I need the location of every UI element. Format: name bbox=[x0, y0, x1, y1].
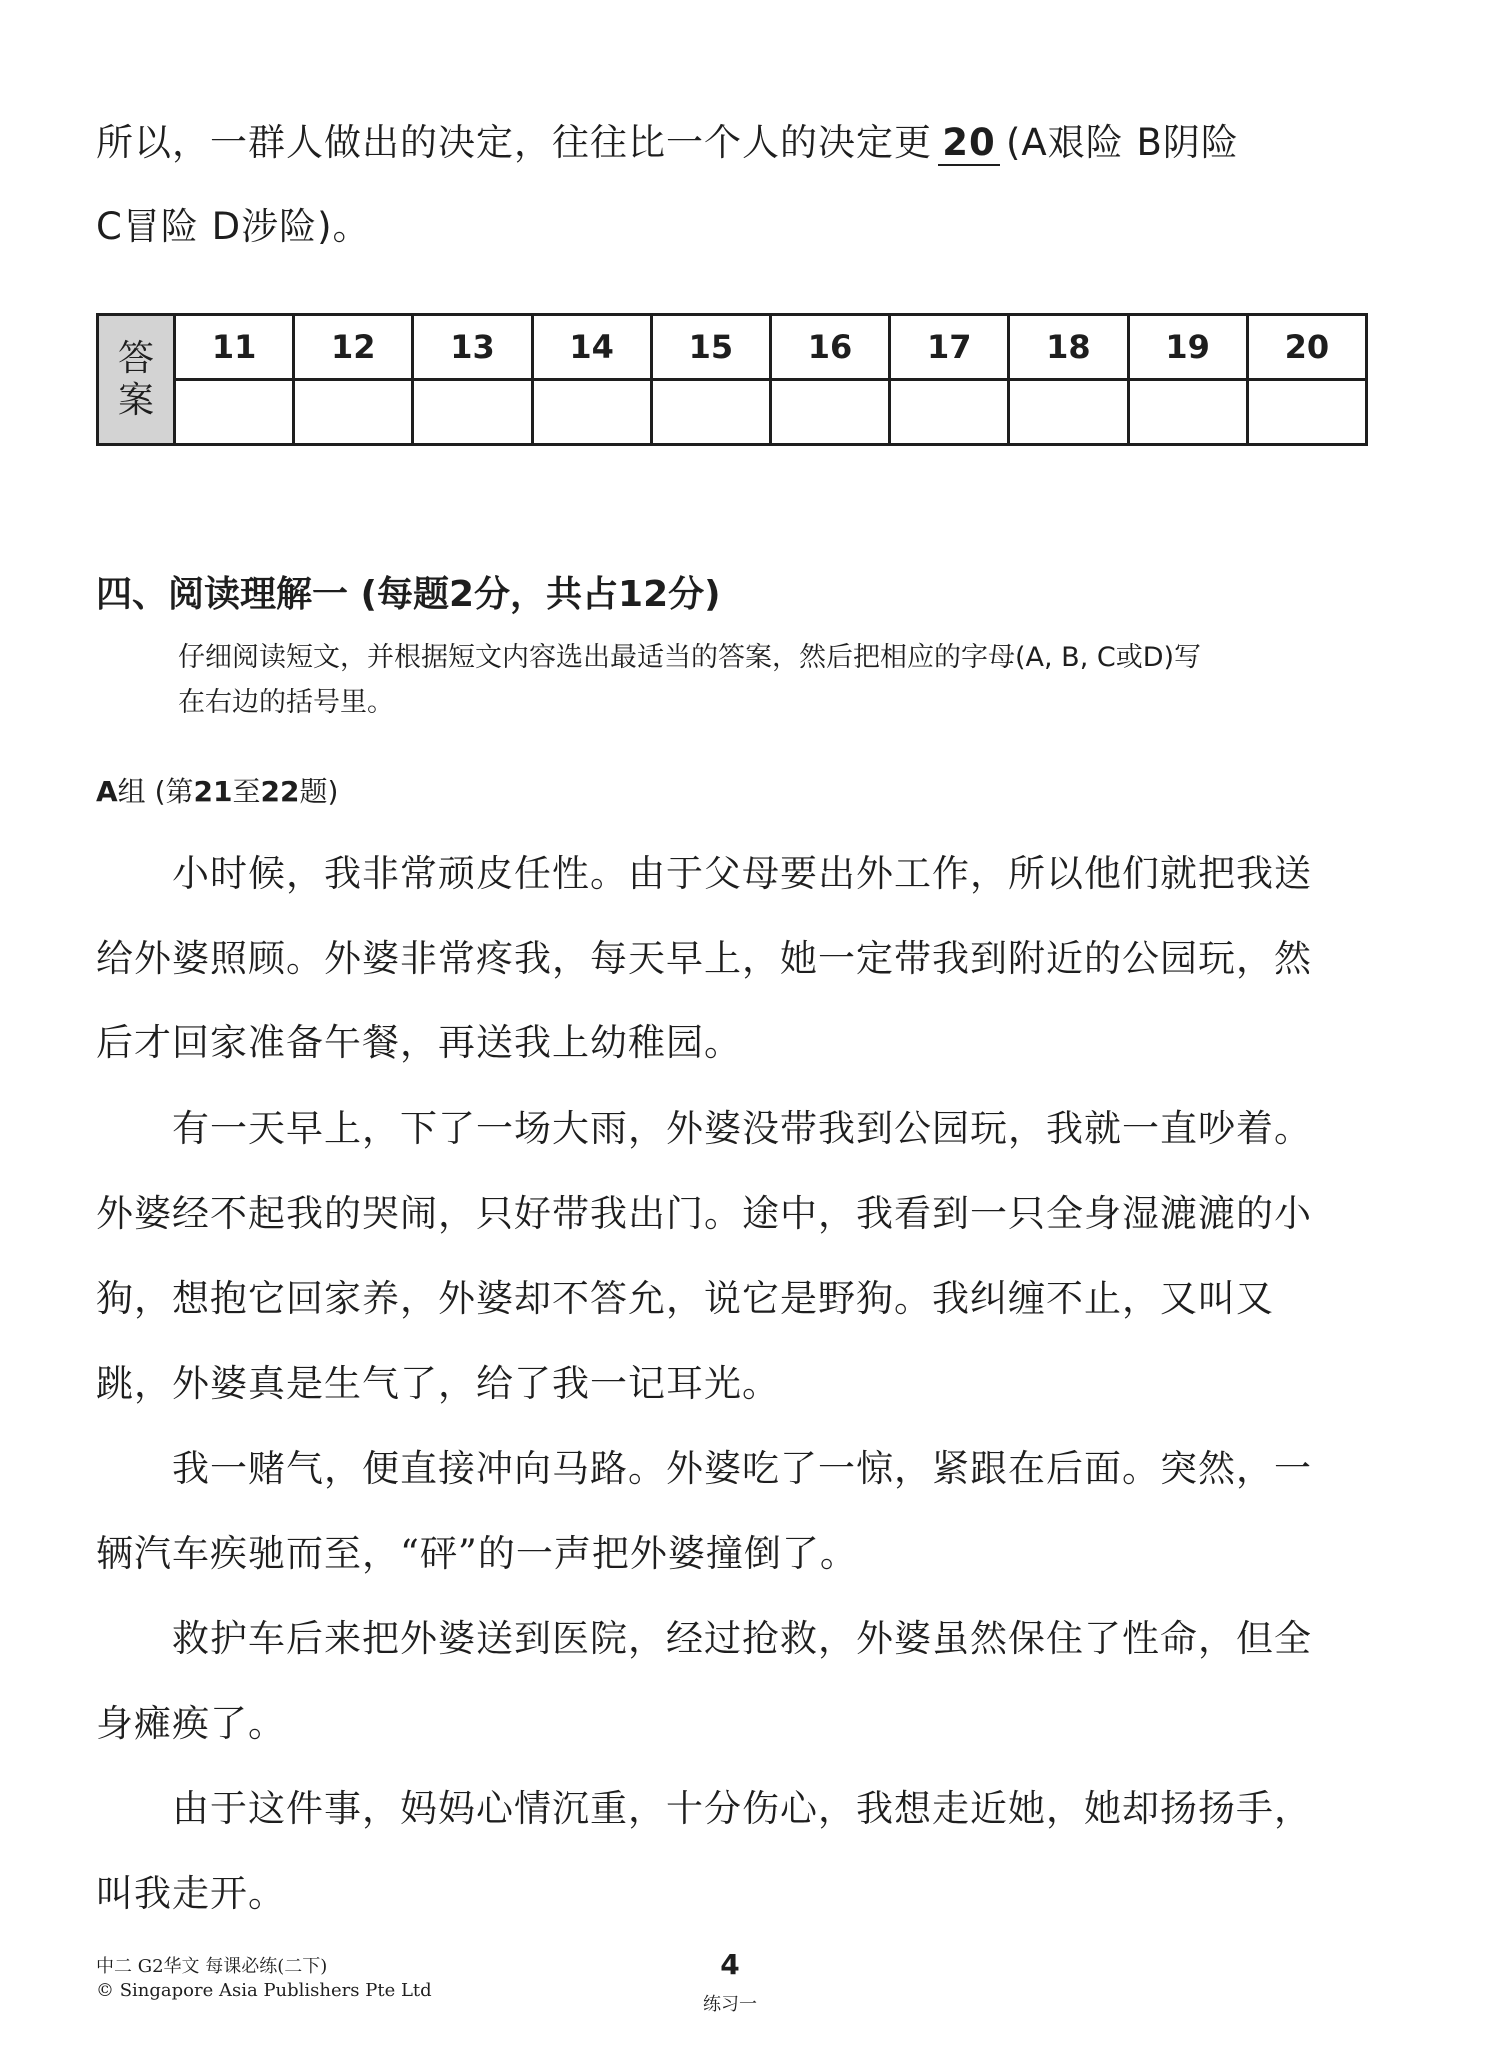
intro-text: 所以，一群人做出的决定，往往比一个人的决定更 bbox=[96, 121, 932, 164]
question-number: 13 bbox=[413, 315, 532, 380]
answer-table bbox=[96, 313, 1368, 446]
intro-options: (A艰险 B阴险 bbox=[1006, 121, 1239, 164]
passage-line: 身瘫痪了。 bbox=[96, 1702, 286, 1745]
answer-cell[interactable] bbox=[1247, 380, 1366, 445]
question-number: 19 bbox=[1128, 315, 1247, 380]
answer-cell[interactable] bbox=[1009, 380, 1128, 445]
passage-line: 救护车后来把外婆送到医院，经过抢救，外婆虽然保住了性命，但全 bbox=[96, 1617, 1312, 1660]
passage-line: 我一赌气，便直接冲向马路。外婆吃了一惊，紧跟在后面。突然，一 bbox=[96, 1447, 1312, 1490]
passage-line: 后才回家准备午餐，再送我上幼稚园。 bbox=[96, 1021, 742, 1064]
answer-table-label: 答 案 bbox=[98, 315, 175, 445]
answer-cell[interactable] bbox=[1128, 380, 1247, 445]
passage-line: 有一天早上，下了一场大雨，外婆没带我到公园玩，我就一直吵着。 bbox=[96, 1107, 1312, 1150]
answer-cell[interactable] bbox=[532, 380, 651, 445]
page-number: 4 bbox=[720, 1948, 740, 1981]
book-title: 中二 G2华文 每课必练(二下) bbox=[96, 1956, 328, 1977]
passage-line: 给外婆照顾。外婆非常疼我，每天早上，她一定带我到附近的公园玩，然 bbox=[96, 937, 1312, 980]
answer-table-answer-row bbox=[98, 380, 1367, 445]
answer-cell[interactable] bbox=[294, 380, 413, 445]
passage-line: 外婆经不起我的哭闹，只好带我出门。途中，我看到一只全身湿漉漉的小 bbox=[96, 1192, 1312, 1235]
passage-line: 狗，想抱它回家养，外婆却不答允，说它是野狗。我纠缠不止，又叫又 bbox=[96, 1277, 1274, 1320]
passage-line: 小时候，我非常顽皮任性。由于父母要出外工作，所以他们就把我送 bbox=[96, 852, 1312, 895]
passage-line: 由于这件事，妈妈心情沉重，十分伤心，我想走近她，她却扬扬手， bbox=[96, 1787, 1312, 1830]
answer-blank: 20 bbox=[938, 123, 1000, 166]
answer-table-number-row bbox=[98, 315, 1367, 380]
answer-cell[interactable] bbox=[770, 380, 889, 445]
answer-cell[interactable] bbox=[890, 380, 1009, 445]
footer-credits bbox=[96, 1955, 432, 2003]
question-number: 16 bbox=[770, 315, 889, 380]
answer-cell[interactable] bbox=[651, 380, 770, 445]
question-number: 18 bbox=[1009, 315, 1128, 380]
exercise-label: 练习一 bbox=[703, 1994, 757, 2015]
passage-line: 辆汽车疾驰而至，“砰”的一声把外婆撞倒了。 bbox=[96, 1532, 858, 1575]
question-number: 17 bbox=[890, 315, 1009, 380]
section-heading: 四、阅读理解一 (每题2分，共占12分) bbox=[96, 574, 721, 615]
answer-cell[interactable] bbox=[175, 380, 294, 445]
instruction-line-2: 在右边的括号里。 bbox=[178, 687, 394, 718]
intro-line-2: C冒险 D涉险)。 bbox=[96, 205, 371, 248]
group-label: A组 (第21至22题) bbox=[96, 775, 339, 808]
intro-line-1 bbox=[96, 112, 1368, 166]
question-number: 12 bbox=[294, 315, 413, 380]
question-number: 15 bbox=[651, 315, 770, 380]
question-number: 14 bbox=[532, 315, 651, 380]
passage-line: 叫我走开。 bbox=[96, 1872, 286, 1915]
question-number: 20 bbox=[1247, 315, 1366, 380]
question-number: 11 bbox=[175, 315, 294, 380]
answer-cell[interactable] bbox=[413, 380, 532, 445]
instruction-line-1: 仔细阅读短文，并根据短文内容选出最适当的答案，然后把相应的字母(A, B, C或D)写 bbox=[178, 642, 1202, 673]
passage-line: 跳，外婆真是生气了，给了我一记耳光。 bbox=[96, 1362, 780, 1405]
copyright: © Singapore Asia Publishers Pte Ltd bbox=[96, 1980, 432, 2001]
